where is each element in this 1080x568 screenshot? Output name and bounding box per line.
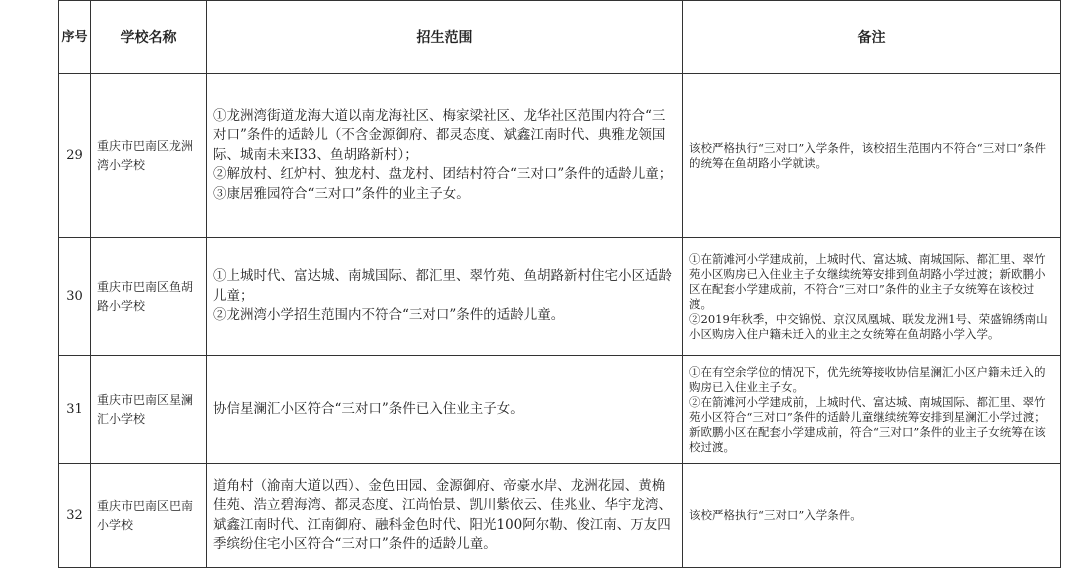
- scope-line: ①龙洲湾街道龙海大道以南龙海社区、梅家梁社区、龙华社区范围内符合“三对口”条件的适龄儿（不含金源御府、都灵态度、斌鑫江南时代、典雅龙领国际、城南未来I33、鱼胡路新村）；: [213, 107, 666, 163]
- scope-line: 道角村（渝南大道以西）、金色田园、金源御府、帝豪水岸、龙洲花园、黄桷佳苑、浩立碧海湾、都灵态度、江尚怡景、凯川紫依云、佳兆业、华宇龙湾、斌鑫江南时代、江南御府、融科金色时代、阳光100阿尔勒、俊江南、万友四季缤纷住宅小区符合“三对口”条件的适龄儿童。: [213, 477, 672, 552]
- enrollment-scope: [207, 74, 683, 238]
- header-note: 备注: [683, 1, 1061, 74]
- scope-line: 协信星澜汇小区符合“三对口”条件已入住业主子女。: [213, 400, 524, 417]
- remarks: [683, 238, 1061, 356]
- row-number: 29: [59, 74, 91, 238]
- school-name: 重庆市巴南区龙洲湾小学校: [91, 74, 207, 238]
- note-line: ①在有空余学位的情况下，优先统筹接收协信星澜汇小区户籍未迁入的购房已入住业主子女。: [689, 364, 1046, 394]
- enrollment-scope: [207, 356, 683, 464]
- scope-line: ②解放村、红炉村、独龙村、盘龙村、团结村符合“三对口”条件的适龄儿童；: [213, 166, 673, 183]
- school-name: 重庆市巴南区鱼胡路小学校: [91, 238, 207, 356]
- scope-line: ③康居雅园符合“三对口”条件的业主子女。: [213, 185, 470, 202]
- header-scope: 招生范围: [207, 1, 683, 74]
- header-school: 学校名称: [91, 1, 207, 74]
- enrollment-table: [58, 0, 1061, 568]
- scope-line: ②龙洲湾小学招生范围内不符合“三对口”条件的适龄儿童。: [213, 307, 565, 324]
- header-seq: 序号: [59, 1, 91, 74]
- scope-line: ①上城时代、富达城、南城国际、都汇里、翠竹苑、鱼胡路新村住宅小区适龄儿童；: [213, 268, 672, 304]
- note-line: ②2019年秋季，中交锦悦、京汉凤凰城、联发龙洲1号、荣盛锦绣南山小区购房入住户籍未迁入的业主之女统筹在鱼胡路小学入学。: [689, 311, 1048, 341]
- school-name: 重庆市巴南区星澜汇小学校: [91, 356, 207, 464]
- table-row: [59, 464, 1061, 568]
- row-number: 31: [59, 356, 91, 464]
- note-line: 该校严格执行“三对口”入学条件，该校招生范围内不符合“三对口”条件的统筹在鱼胡路小学就读。: [689, 140, 1047, 170]
- remarks: [683, 464, 1061, 568]
- enrollment-scope: [207, 238, 683, 356]
- note-line: ②在箭滩河小学建成前，上城时代、富达城、南城国际、都汇里、翠竹苑小区符合“三对口”条件的适龄儿童继续统筹安排到星澜汇小学过渡；新欧鹏小区在配套小学建成前，符合“三对口”条件的业主子女统筹在该校过渡。: [689, 394, 1046, 454]
- note-line: 该校严格执行“三对口”入学条件。: [689, 508, 862, 522]
- enrollment-scope: [207, 464, 683, 568]
- school-name: 重庆市巴南区巴南小学校: [91, 464, 207, 568]
- row-number: 32: [59, 464, 91, 568]
- note-line: ①在箭滩河小学建成前，上城时代、富达城、南城国际、都汇里、翠竹苑小区购房已入住业主子女继续统筹安排到鱼胡路小学过渡；新欧鹏小区在配套小学建成前，不符合“三对口”条件的业主子女统筹在该校过渡。: [689, 251, 1046, 311]
- row-number: 30: [59, 238, 91, 356]
- table-row: [59, 74, 1061, 238]
- table-row: [59, 238, 1061, 356]
- remarks: [683, 74, 1061, 238]
- table-row: [59, 356, 1061, 464]
- remarks: [683, 356, 1061, 464]
- table-header-row: [59, 1, 1061, 74]
